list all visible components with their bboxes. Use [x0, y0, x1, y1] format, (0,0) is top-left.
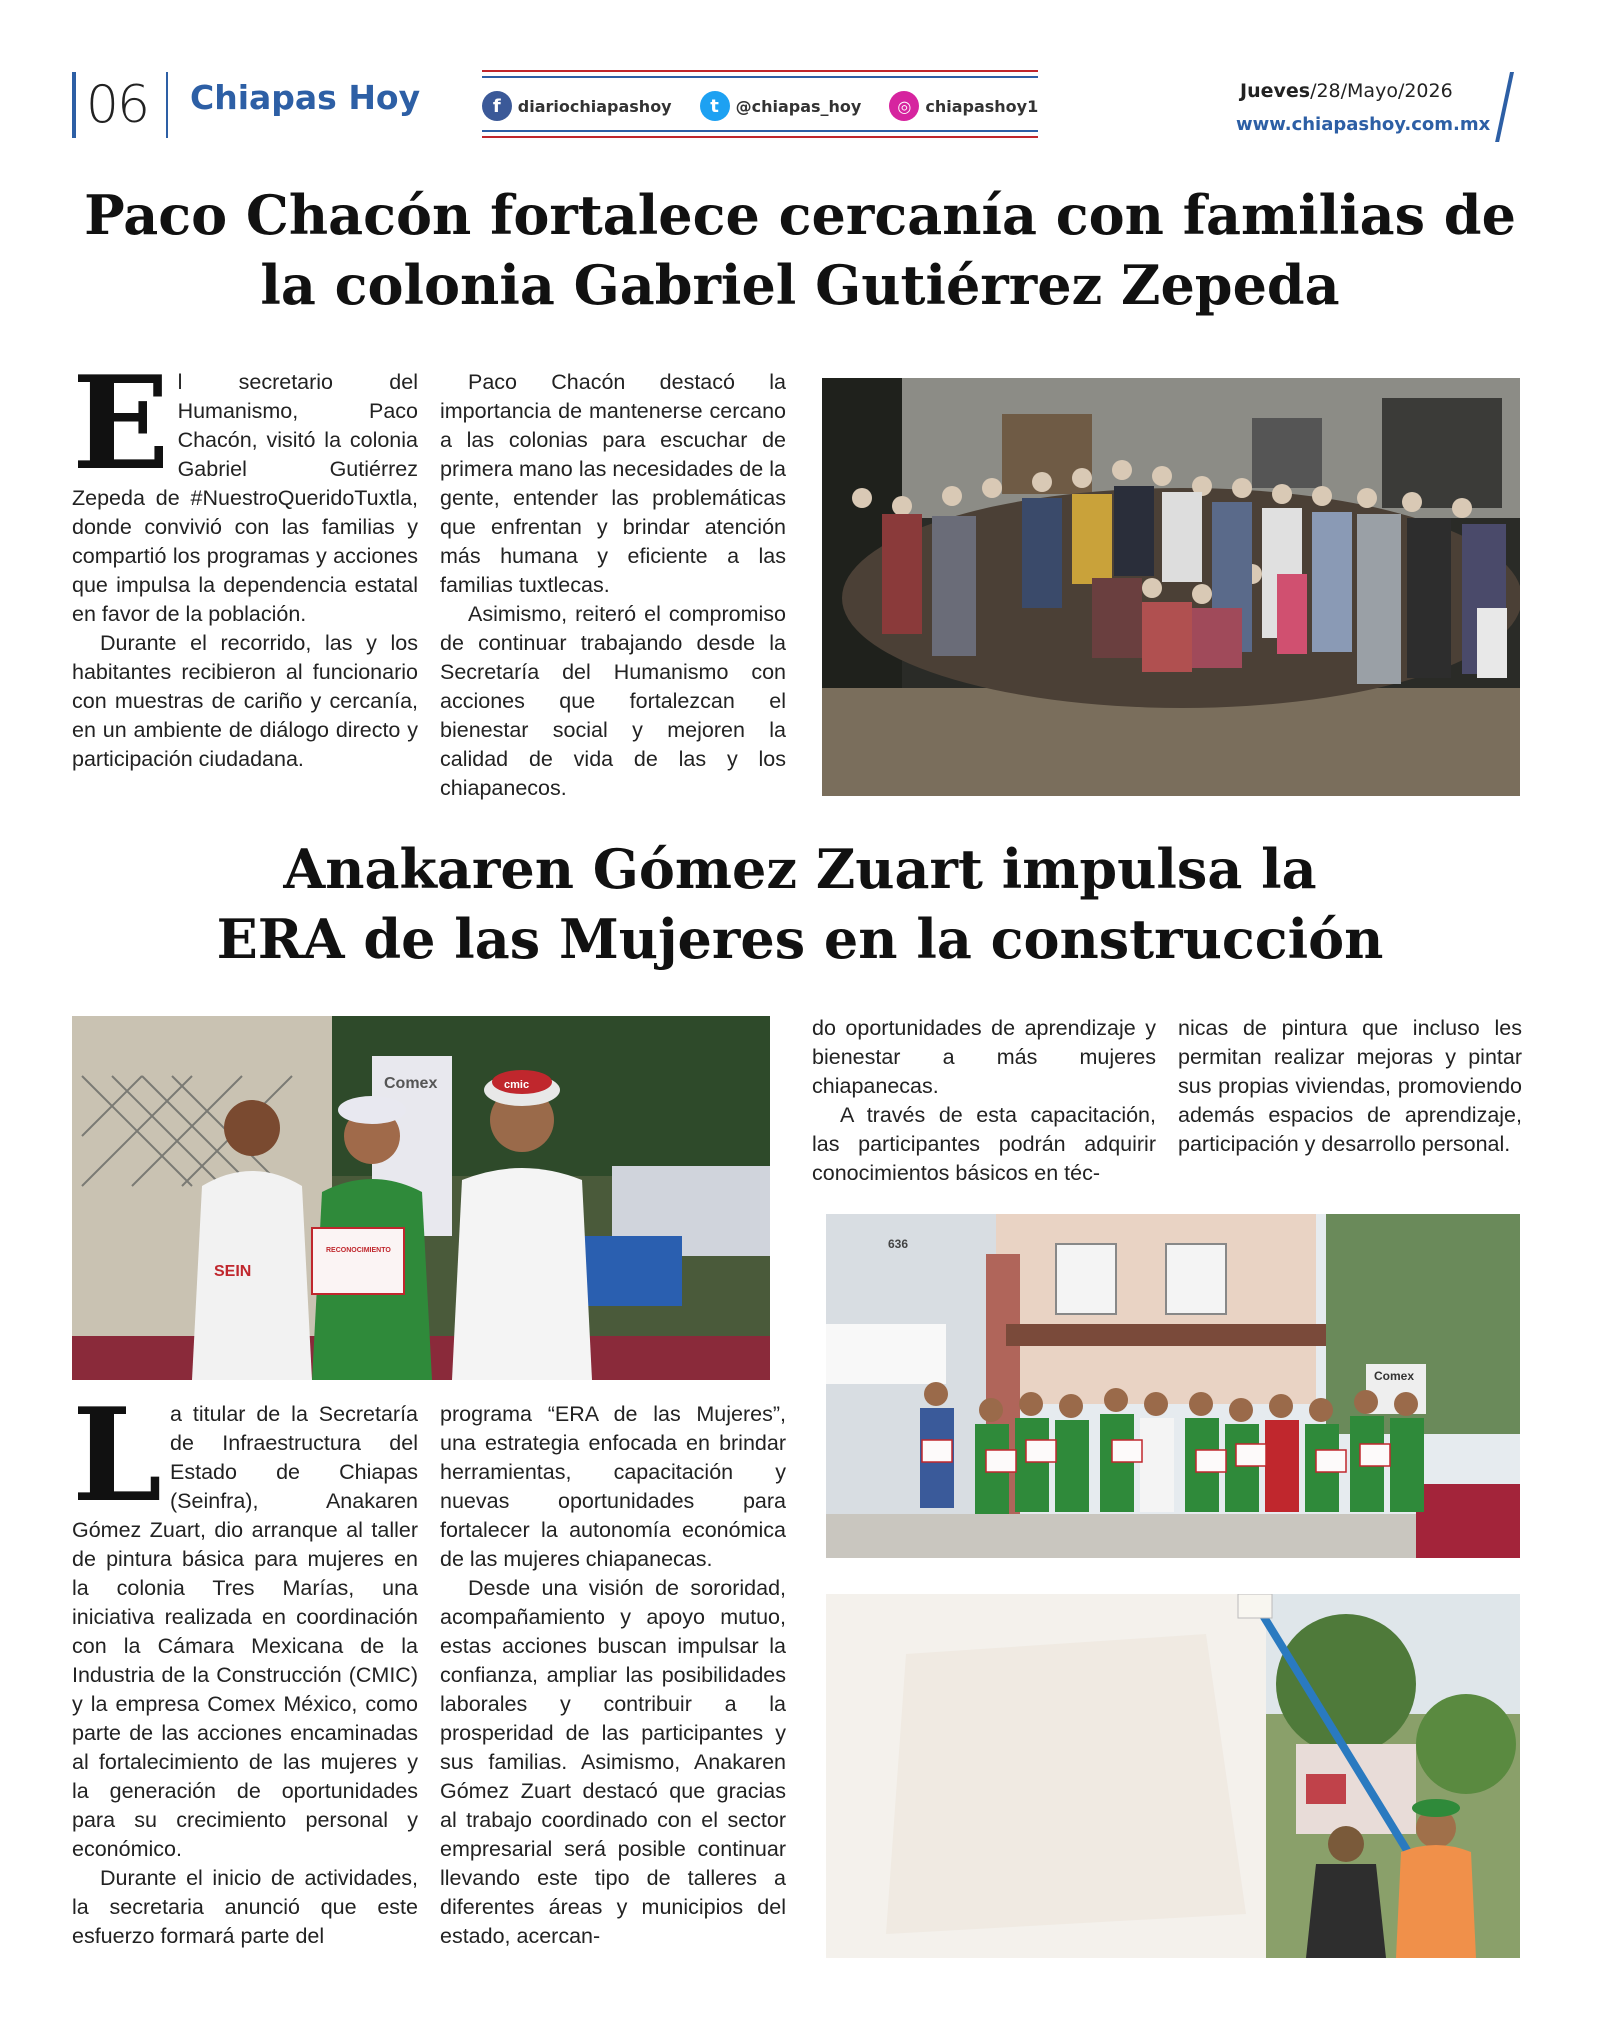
page-number: 06	[85, 75, 149, 135]
social-instagram[interactable]	[889, 91, 1038, 121]
website-link[interactable]: www.chiapashoy.com.mx	[1236, 114, 1491, 135]
article2-headline	[60, 834, 1540, 974]
article1-column-2	[440, 368, 786, 803]
facebook-icon: f	[482, 91, 512, 121]
article2-group-photo	[826, 1214, 1520, 1558]
cap-logo-text: cmic	[504, 1079, 530, 1091]
comex-banner-text: Comex	[1374, 1369, 1415, 1383]
article2-column-4	[1178, 1014, 1522, 1159]
facebook-handle: diariochiapashoy	[517, 96, 672, 116]
article2-paragraph: programa “ERA de las Mujeres”, una estrategia enfocada en brindar herramientas, capacitación y nuevas oportunidades para fortalecer la autonomía económica de las mujeres chiapanecas.	[440, 1402, 786, 1571]
social-links	[482, 86, 1038, 126]
header-slash	[1495, 72, 1514, 142]
article1-headline-line2: la colonia Gabriel Gutiérrez Zepeda	[260, 253, 1340, 318]
article2-paragraph: a titular de la Secretaría de Infraestructura del Estado de Chiapas (Seinfra), Anakaren Gómez Zuart, dio arranque al taller de pintura básica para mujeres en la colonia Tres Marías, una iniciativa realizada en coordinación con la Cámara Mexicana de la Industria de la Construcción (CMIC) y la empresa Comex México, como parte de las acciones encaminadas al fortalecimiento de las mujeres y la generación de oportunidades para su crecimiento personal y económico.	[72, 1402, 418, 1861]
article2-dropcap: L	[72, 1381, 162, 1531]
house-number: 636	[888, 1237, 909, 1251]
article2-paragraph: do oportunidades de aprendizaje y bienestar a más mujeres chiapanecas.	[812, 1016, 1156, 1098]
instagram-handle: chiapashoy1	[925, 96, 1039, 116]
article1-column-1	[72, 349, 418, 774]
section-name: Chiapas Hoy	[190, 78, 421, 117]
date-day: Jueves	[1240, 80, 1311, 102]
article1-dropcap: E	[72, 349, 170, 499]
article1-group-photo	[822, 378, 1520, 796]
article2-column-2	[440, 1400, 786, 1951]
issue-date	[1240, 80, 1453, 102]
article2-painting-photo	[826, 1594, 1520, 1958]
certificate-title: RECONOCIMIENTO	[326, 1247, 391, 1254]
social-twitter[interactable]	[700, 91, 862, 121]
article2-column-1	[72, 1381, 418, 1951]
date-rest: /28/Mayo/2026	[1310, 80, 1453, 102]
shirt-logo-text: SEIN	[214, 1263, 252, 1280]
article2-paragraph: Desde una visión de sororidad, acompañamiento y apoyo mutuo, estas acciones buscan impulsar la confianza, ampliar las posibilidades laborales y contribuir a la prosperidad de las participantes y sus familias. Asimismo, Anakaren Gómez Zuart destacó que gracias al trabajo coordinado con el sector empresarial será posible continuar llevando este tipo de talleres a diferentes áreas y municipios del estado, acercan-	[440, 1576, 786, 1948]
article2-headline-line1: Anakaren Gómez Zuart impulsa la	[283, 837, 1317, 901]
twitter-handle: @chiapas_hoy	[735, 96, 862, 116]
instagram-icon: ◎	[889, 91, 919, 121]
article1-headline-line1: Paco Chacón fortalece cercanía con familias de	[84, 183, 1516, 247]
twitter-icon: t	[700, 91, 730, 121]
article2-certificate-photo	[72, 1016, 770, 1380]
article2-paragraph: A través de esta capacitación, las participantes podrán adquirir conocimientos básicos en téc-	[812, 1103, 1156, 1185]
article1-paragraph: l secretario del Humanismo, Paco Chacón, visitó la colonia Gabriel Gutiérrez Zepeda de #NuestroQueridoTuxtla, donde convivió con las familias y compartió los programas y acciones que impulsa la dependencia estatal en favor de la población.	[72, 370, 418, 626]
article2-headline-line2: ERA de las Mujeres en la construcción	[216, 907, 1384, 972]
article2-column-3	[812, 1014, 1156, 1188]
article1-paragraph: Paco Chacón destacó la importancia de mantenerse cercano a las colonias para escuchar de primera mano las necesidades de la gente, entender las problemáticas que enfrentan y brindar atención más humana y eficiente a las familias tuxtlecas.	[440, 370, 786, 597]
article2-paragraph: nicas de pintura que incluso les permitan realizar mejoras y pintar sus propias viviendas, promoviendo además espacios de aprendizaje, participación y desarrollo personal.	[1178, 1016, 1522, 1156]
comex-banner-text: Comex	[384, 1075, 438, 1092]
social-facebook[interactable]	[482, 91, 672, 121]
article1-headline	[60, 180, 1540, 320]
article1-paragraph: Durante el recorrido, las y los habitantes recibieron al funcionario con muestras de cariño y cercanía, en un ambiente de diálogo directo y participación ciudadana.	[72, 631, 418, 771]
article2-paragraph: Durante el inicio de actividades, la secretaria anunció que este esfuerzo formará parte del	[72, 1866, 418, 1948]
article1-paragraph: Asimismo, reiteró el compromiso de continuar trabajando desde la Secretaría del Humanismo con acciones que fortalezcan el bienestar social y mejoren la calidad de vida de las y los chiapanecos.	[440, 602, 786, 800]
